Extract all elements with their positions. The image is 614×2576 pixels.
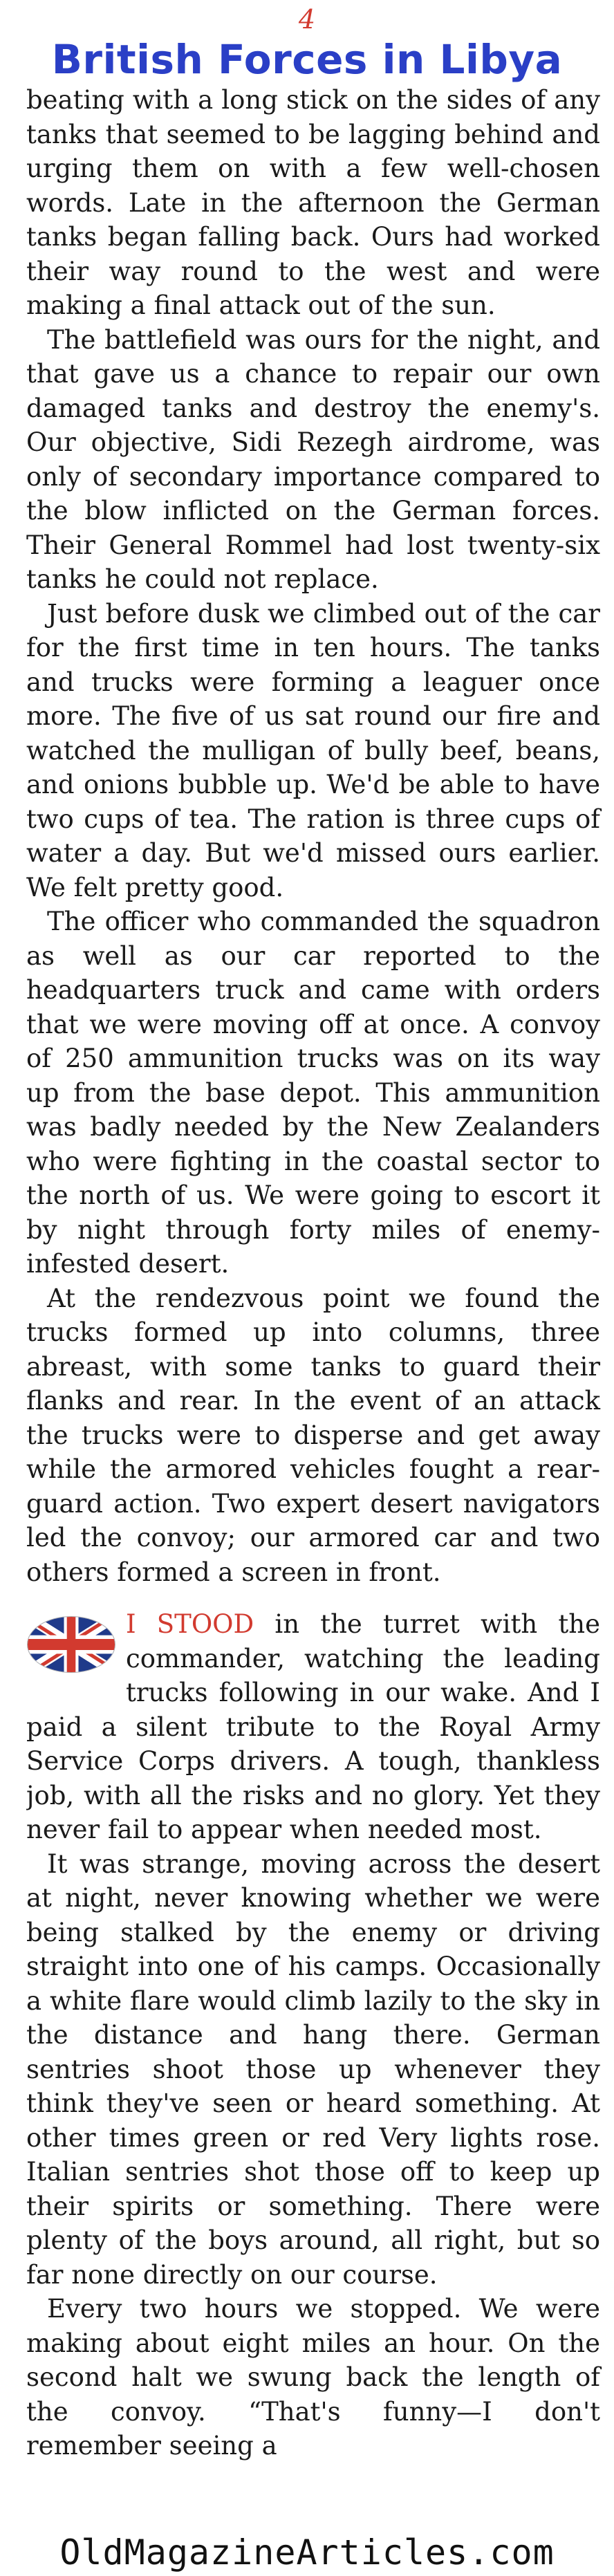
- paragraph-7: It was strange, moving across the desert at night, never knowing whether we were being stalked by the enemy or driving straight into one of his camps. Occasionally a white flare would climb lazily to the sky in the distance and hang there. German sentries shoot those up whenever they think they've seen or heard something. At other times green or red Very lights rose. Italian sentries shot those off to keep up their spirits or something. There were plenty of the boys around, all right, but so far none directly on our course.: [26, 1848, 600, 2290]
- paragraph-3: Just before dusk we climbed out of the car for the first time in ten hours. The tanks and trucks were forming a leaguer once more. The five of us sat round our fire and watched the mulligan of bully beef, beans, and onions bubble up. We'd be able to have two cups of tea. The ration is three cups of water a day. But we'd missed ours earlier. We felt pretty good.: [26, 598, 600, 902]
- paragraph-2: The battlefield was ours for the night, and that gave us a chance to repair our own damaged tanks and destroy the enemy's. Our objective, Sidi Rezegh airdrome, was only of secondary importance compared to the blow inflicted on the German forces. Their General Rommel had lost twenty-six tanks he could not replace.: [26, 324, 600, 594]
- section-spacer: [26, 1589, 600, 1607]
- headline: British Forces in Libya: [51, 36, 563, 83]
- page-number: 4: [298, 4, 316, 35]
- paragraph-6-text: in the turret with the commander, watching the leading trucks following in our wake. And I paid a silent tribute to the Royal Army Service Corps drivers. A tough, thankless job, with all the risks and no glory. Yet they never fail to appear when needed most.: [26, 1609, 600, 1844]
- article-body: [0, 83, 614, 2463]
- union-jack-flag-icon: [28, 1617, 115, 1672]
- paragraph-8: Every two hours we stopped. We were making about eight miles an hour. On the second halt we swung back the length of the convoy. “That's funny—I don't remember seeing a: [26, 2294, 600, 2461]
- section-two: [26, 1607, 600, 1847]
- paragraph-4: The officer who commanded the squadron as well as our car reported to the headquarters truck and came with orders that we were moving off at once. A convoy of 250 ammunition trucks was on its way up from the base depot. This ammunition was badly needed by the New Zealanders who were fighting in the coastal sector to the north of us. We were going to escort it by night through forty miles of enemy-infested desert.: [26, 907, 600, 1279]
- paragraph-1: beating with a long stick on the sides of any tanks that seemed to be lagging behind and urging them on with a few well-chosen words. Late in the afternoon the German tanks began falling back. Ours had worked their way round to the west and were making a final attack out of the sun.: [26, 85, 600, 320]
- paragraph-5: At the rendezvous point we found the trucks formed up into columns, three abreast, with some tanks to guard their flanks and rear. In the event of an attack the trucks were to disperse and get away while the armored vehicles fought a rear-guard action. Two expert desert navigators led the convoy; our armored car and two others formed a screen in front.: [26, 1283, 600, 1587]
- lead-in-text: I STOOD: [126, 1609, 254, 1639]
- site-footer: OldMagazineArticles.com: [59, 2532, 555, 2573]
